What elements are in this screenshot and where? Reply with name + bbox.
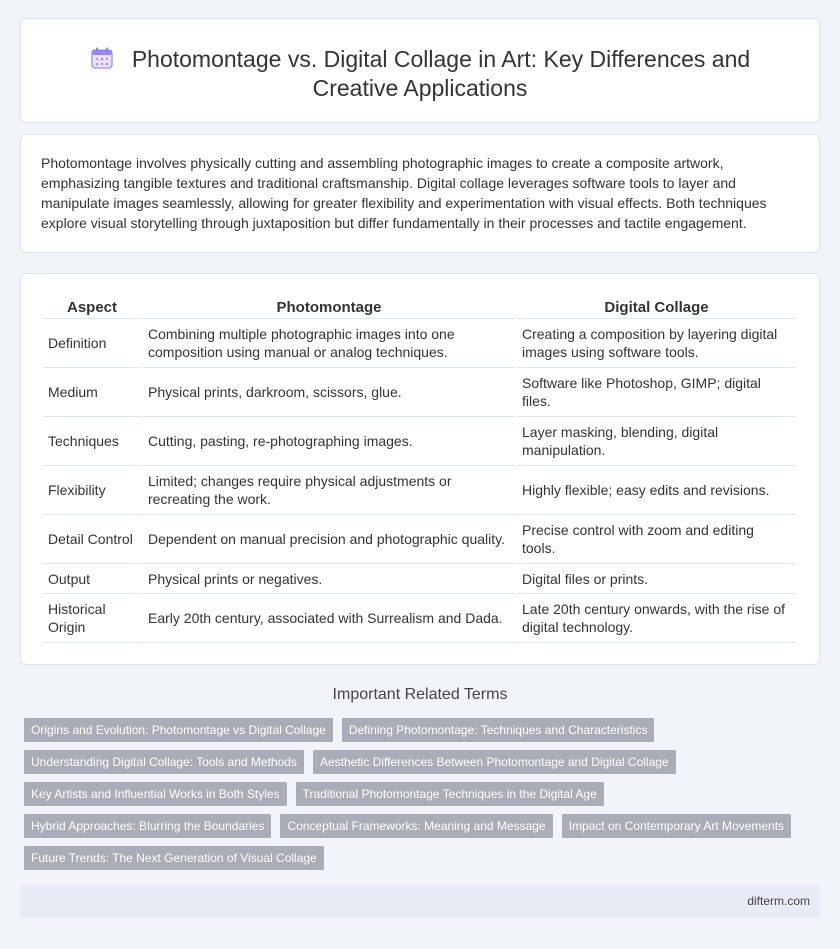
related-terms-title: Important Related Terms [332, 686, 508, 703]
footer [20, 885, 820, 918]
digital-collage-cell: Digital files or prints. [517, 564, 796, 594]
photomontage-cell: Limited; changes require physical adjustments or recreating the work. [143, 466, 515, 515]
aspect-cell: Medium [43, 368, 141, 417]
table-header-row [43, 297, 796, 319]
related-term-tag[interactable]: Origins and Evolution: Photomontage vs Digital Collage [24, 718, 333, 742]
aspect-cell: Techniques [43, 417, 141, 466]
page-title-text: Photomontage vs. Digital Collage in Art: Key Differences and Creative Applications [131, 46, 751, 101]
digital-collage-cell: Highly flexible; easy edits and revisions. [517, 466, 796, 515]
tag-row [24, 782, 804, 806]
table-row [43, 515, 796, 564]
intro-text: Photomontage involves physically cutting and assembling photographic images to create a composite artwork, emphasizing tangible textures and traditional craftsmanship. Digital collage leverages software tools to layer and manipulate images seamlessly, allowing for greater flexibility and experimentation with visual effects. Both techniques explore visual storytelling through juxtaposition but differ fundamentally in their processes and tactile engagement. [41, 155, 767, 231]
calendar-icon [90, 46, 114, 70]
photomontage-cell: Physical prints or negatives. [143, 564, 515, 594]
tag-row [24, 750, 804, 774]
header-digital-collage: Digital Collage [517, 297, 796, 319]
related-term-tag[interactable]: Hybrid Approaches: Blurring the Boundaries [24, 814, 271, 838]
tag-row [24, 846, 804, 870]
related-term-tag[interactable]: Future Trends: The Next Generation of Visual Collage [24, 846, 324, 870]
tag-row [24, 814, 804, 838]
table-row [43, 564, 796, 594]
photomontage-cell: Early 20th century, associated with Surrealism and Dada. [143, 594, 515, 643]
related-term-tag[interactable]: Key Artists and Influential Works in Both Styles [24, 782, 287, 806]
aspect-cell: Definition [43, 319, 141, 368]
digital-collage-cell: Layer masking, blending, digital manipulation. [517, 417, 796, 466]
table-row [43, 594, 796, 643]
table-row [43, 417, 796, 466]
photomontage-cell: Cutting, pasting, re-photographing images. [143, 417, 515, 466]
related-terms-list [24, 718, 804, 878]
aspect-cell: Flexibility [43, 466, 141, 515]
related-term-tag[interactable]: Understanding Digital Collage: Tools and Methods [24, 750, 304, 774]
table-row [43, 368, 796, 417]
digital-collage-cell: Software like Photoshop, GIMP; digital files. [517, 368, 796, 417]
related-term-tag[interactable]: Traditional Photomontage Techniques in the Digital Age [296, 782, 604, 806]
related-term-tag[interactable]: Defining Photomontage: Techniques and Characteristics [342, 718, 655, 742]
related-term-tag[interactable]: Conceptual Frameworks: Meaning and Message [280, 814, 552, 838]
table-row [43, 466, 796, 515]
aspect-cell: Historical Origin [43, 594, 141, 643]
digital-collage-cell: Late 20th century onwards, with the rise of digital technology. [517, 594, 796, 643]
aspect-cell: Detail Control [43, 515, 141, 564]
site-link[interactable]: difterm.com [747, 894, 810, 908]
header-card [20, 18, 820, 123]
header-photomontage: Photomontage [143, 297, 515, 319]
tag-row [24, 718, 804, 742]
photomontage-cell: Dependent on manual precision and photographic quality. [143, 515, 515, 564]
digital-collage-cell: Creating a composition by layering digital images using software tools. [517, 319, 796, 368]
title-wrap [21, 45, 819, 103]
page-title [21, 45, 819, 103]
photomontage-cell: Combining multiple photographic images into one composition using manual or analog techniques. [143, 319, 515, 368]
digital-collage-cell: Precise control with zoom and editing tools. [517, 515, 796, 564]
comparison-table [41, 297, 798, 643]
photomontage-cell: Physical prints, darkroom, scissors, glue. [143, 368, 515, 417]
intro-card [20, 134, 820, 253]
header-aspect: Aspect [43, 297, 141, 319]
related-term-tag[interactable]: Aesthetic Differences Between Photomontage and Digital Collage [313, 750, 676, 774]
related-term-tag[interactable]: Impact on Contemporary Art Movements [562, 814, 791, 838]
table-row [43, 319, 796, 368]
comparison-card [20, 273, 820, 665]
aspect-cell: Output [43, 564, 141, 594]
